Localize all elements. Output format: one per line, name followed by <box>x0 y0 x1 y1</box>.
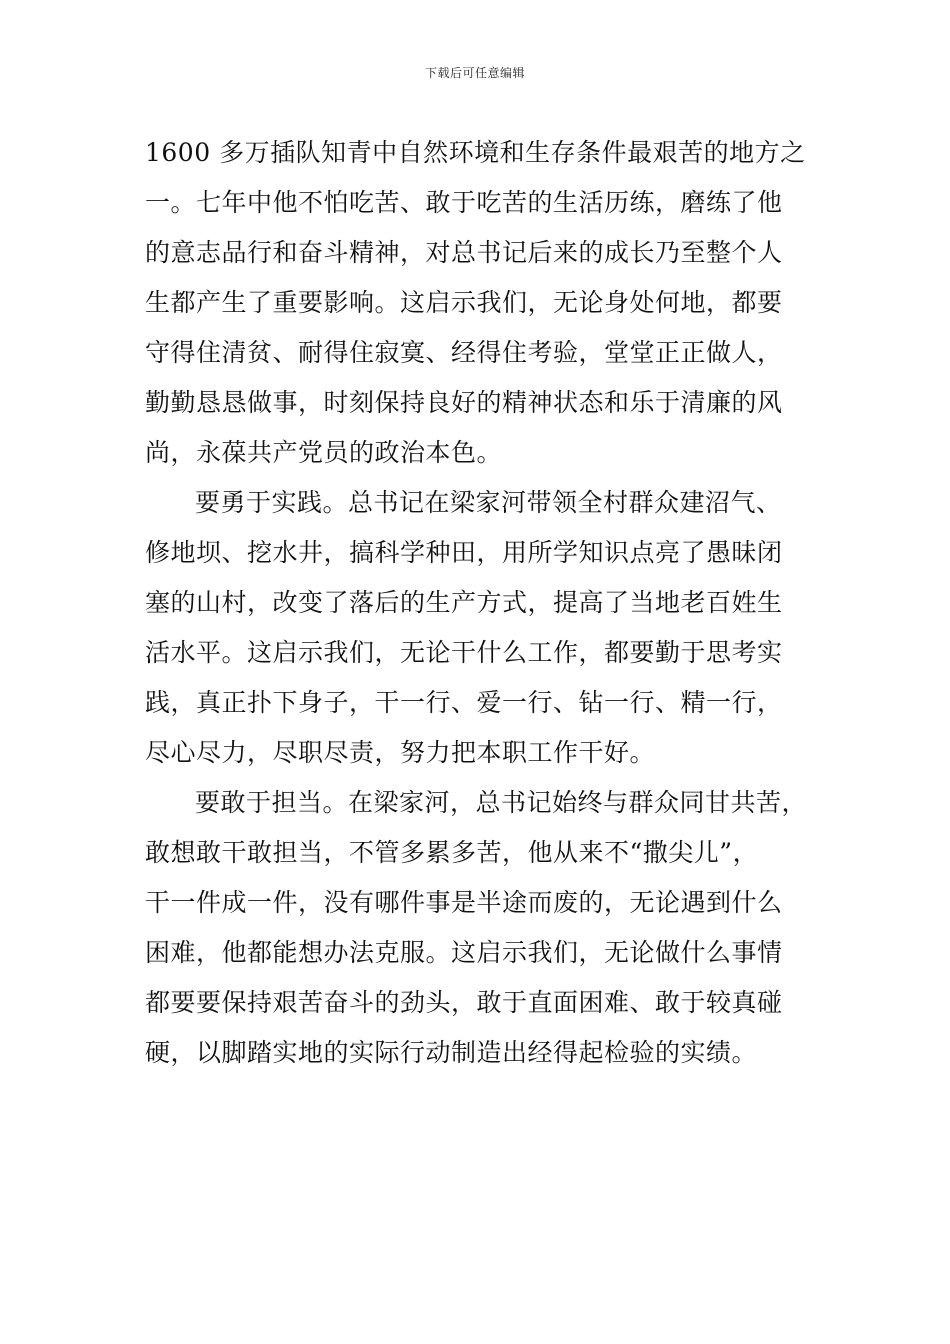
text-line: 一。七年中他不怕吃苦、敢于吃苦的生活历练，磨练了他 <box>145 188 783 217</box>
text-line: 勤勤恳恳做事，时刻保持良好的精神状态和乐于清廉的风 <box>145 388 783 417</box>
text-line: 塞的山村，改变了落后的生产方式，提高了当地老百姓生 <box>145 588 783 617</box>
text-line: 修地坝、挖水井，搞科学种田，用所学知识点亮了愚昧闭 <box>145 538 783 567</box>
text-line: 敢想敢干敢担当，不管多累多苦，他从来不“撒尖儿”， <box>145 838 759 867</box>
text-line: 要敢于担当。在梁家河，总书记始终与群众同甘共苦， <box>195 788 808 817</box>
text-line: 尚，永葆共产党员的政治本色。 <box>145 438 503 467</box>
text-line: 生都产生了重要影响。这启示我们，无论身处何地，都要 <box>145 288 783 317</box>
text-line: 守得住清贫、耐得住寂寞、经得住考验，堂堂正正做人， <box>145 338 783 367</box>
document-body <box>145 128 825 1078</box>
header-note: 下载后可任意编辑 <box>424 66 525 80</box>
text-line: 活水平。这启示我们，无论干什么工作，都要勤于思考实 <box>145 638 783 667</box>
text-line: 的意志品行和奋斗精神，对总书记后来的成长乃至整个人 <box>145 238 783 267</box>
text-line: 要勇于实践。总书记在梁家河带领全村群众建沼气、 <box>195 488 782 517</box>
text-line: 困难，他都能想办法克服。这启示我们，无论做什么事情 <box>145 938 783 967</box>
paragraph-hardship <box>145 128 825 478</box>
text-line: 都要要保持艰苦奋斗的劲头，敢于直面困难、敢于较真碰 <box>145 988 783 1017</box>
text-line: 干一件成一件，没有哪件事是半途而废的，无论遇到什么 <box>145 888 783 917</box>
text-line: 践，真正扑下身子，干一行、爱一行、钻一行、精一行， <box>145 688 783 717</box>
paragraph-responsibility <box>145 778 825 1078</box>
text-line: 1600 多万插队知青中自然环境和生存条件最艰苦的地方之 <box>145 138 806 167</box>
text-line: 硬，以脚踏实地的实际行动制造出经得起检验的实绩。 <box>145 1038 758 1067</box>
text-line: 尽心尽力，尽职尽责，努力把本职工作干好。 <box>145 738 656 767</box>
paragraph-practice <box>145 478 825 778</box>
